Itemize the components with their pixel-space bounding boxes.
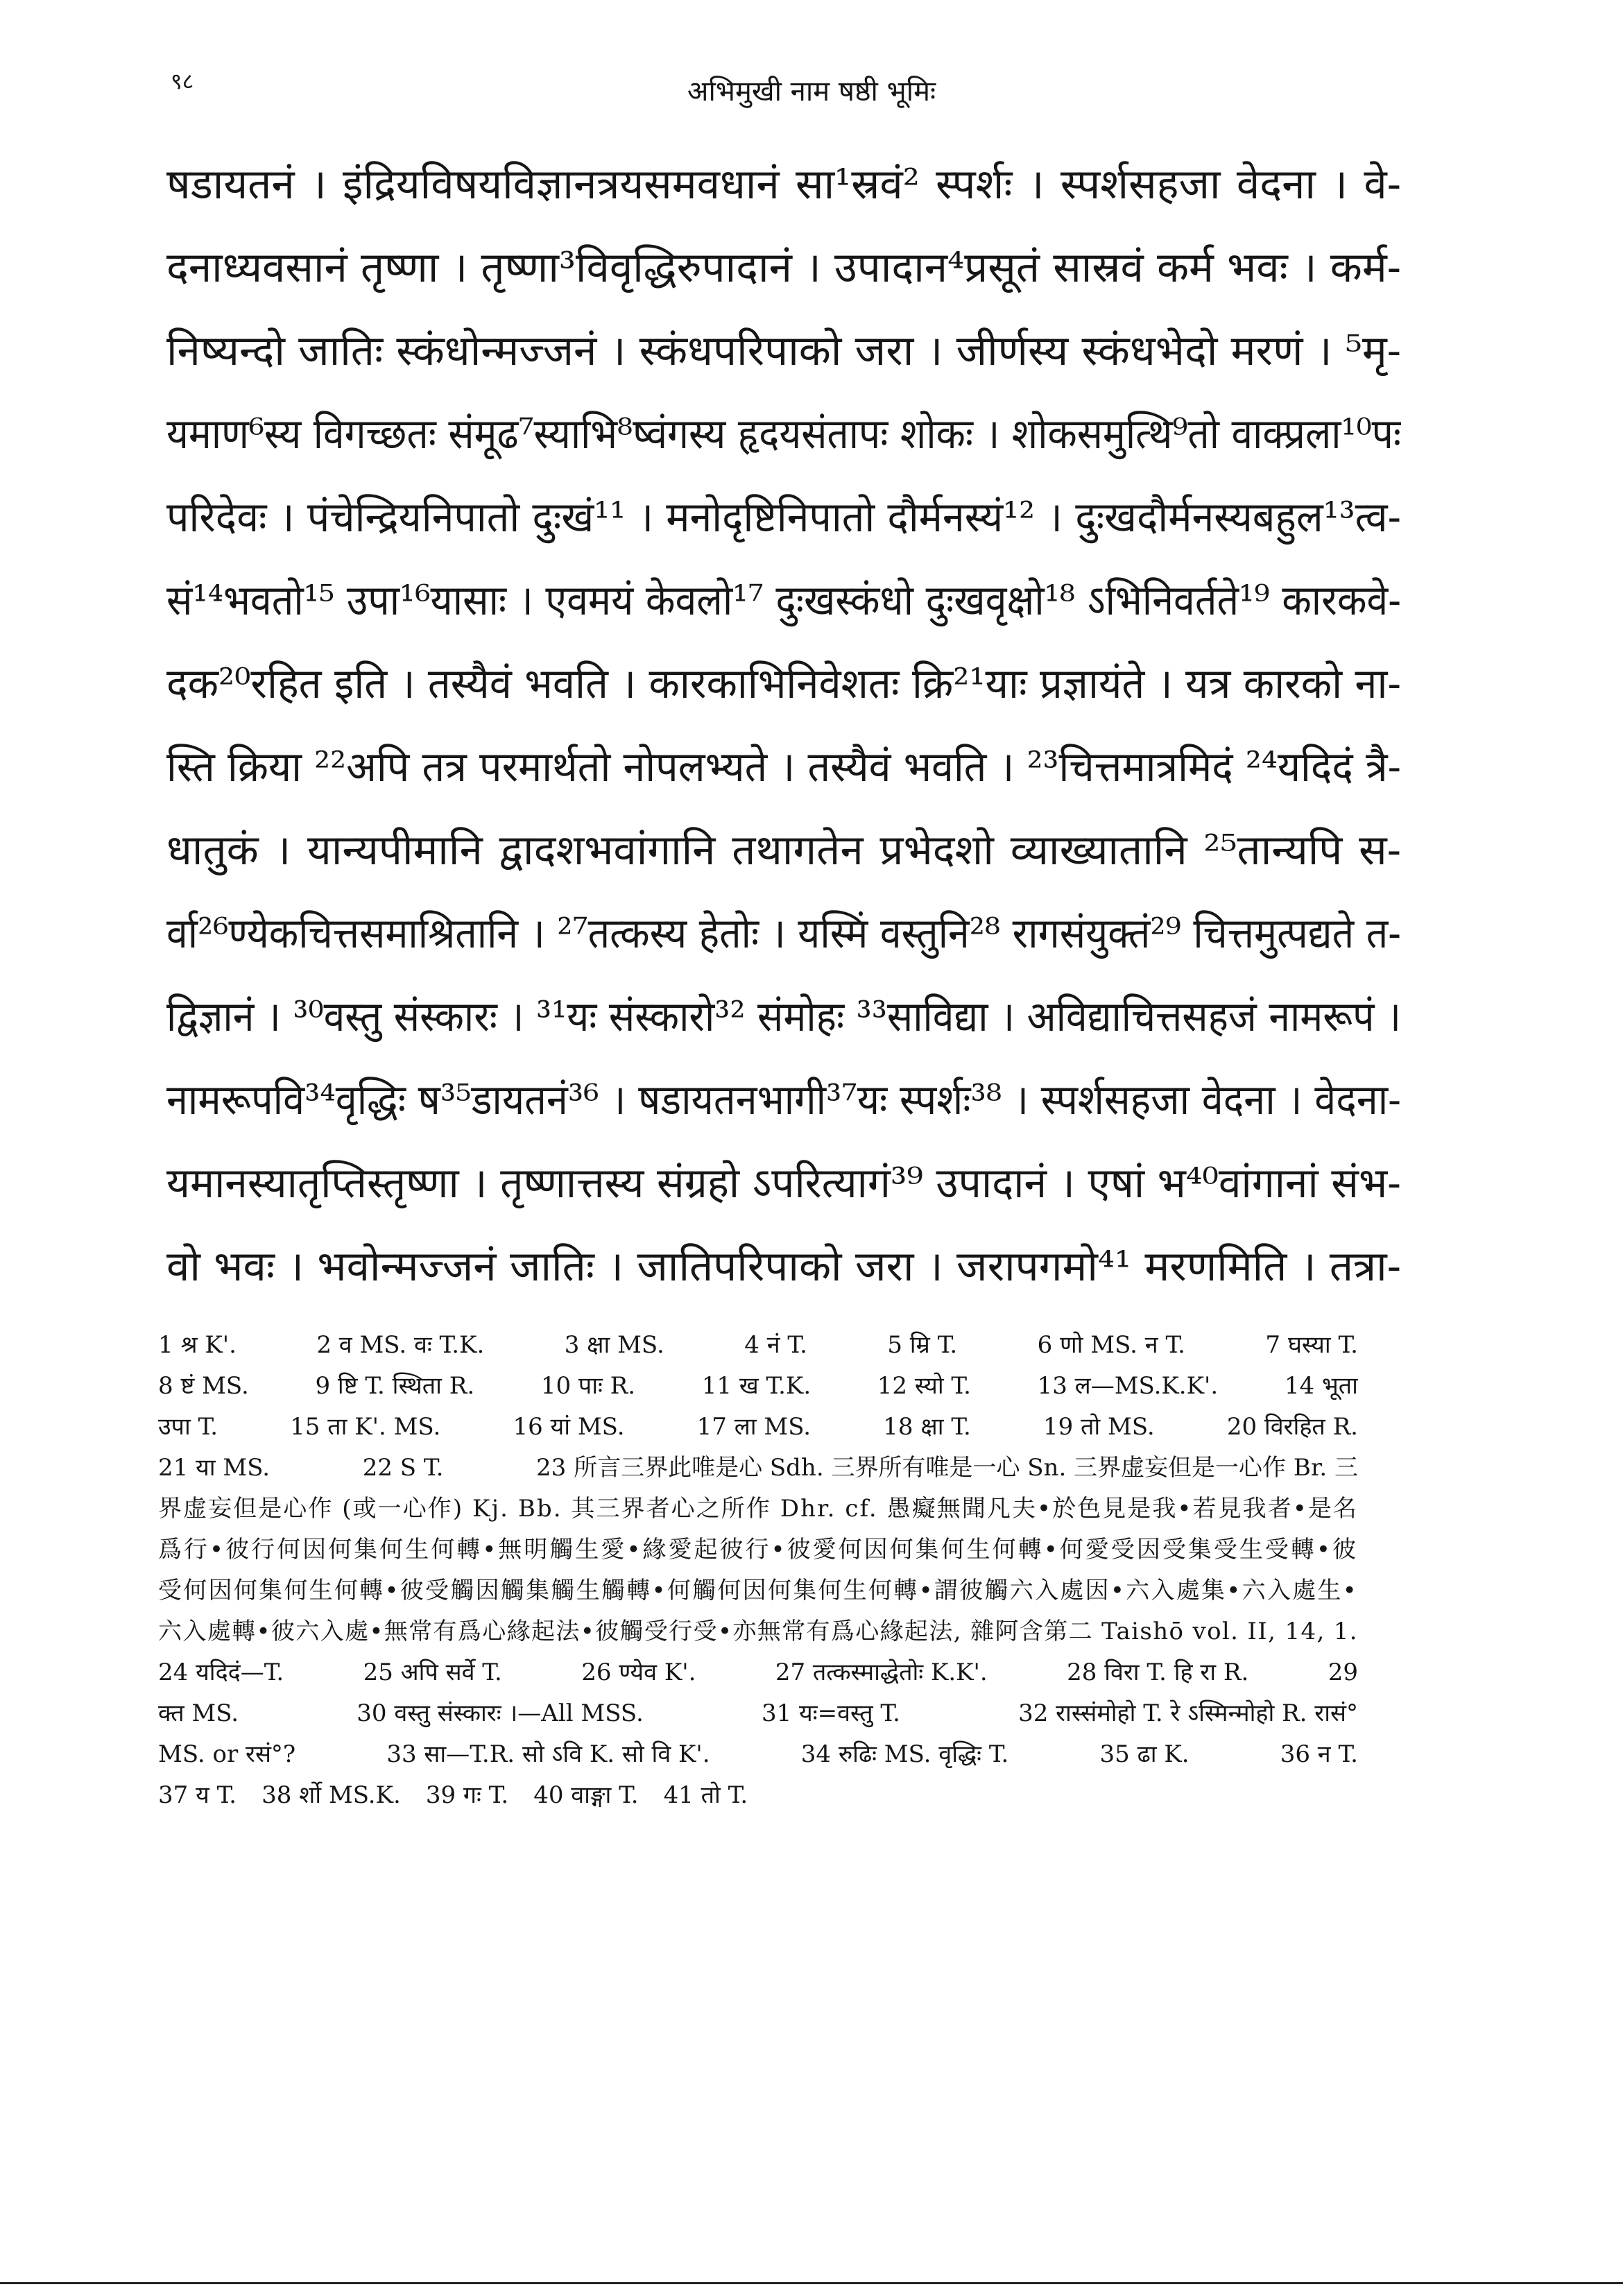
footnote-line-content <box>158 1734 1358 1775</box>
body-line-text: दनाध्यवसानं तृष्णा । तृष्णा³विवृद्धिरुपादानं । उपादान⁴प्रसूतं सास्रवं कर्म भवः । कर्म- <box>166 243 1401 292</box>
footnote-entry: 13 ल—MS.K.K'. <box>1037 1372 1219 1400</box>
footnote-entry: MS. or रसं°? <box>158 1740 296 1768</box>
footnote-entry: 20 विरहित R. <box>1226 1413 1358 1441</box>
footnote-entry: 41 तो T. <box>663 1781 748 1809</box>
footnote-line-content <box>158 1366 1358 1407</box>
footnote-line <box>158 1611 1358 1652</box>
footnote-line-content <box>158 1407 1358 1448</box>
body-line <box>166 559 1401 642</box>
footnote-line <box>158 1489 1358 1530</box>
body-line-text: परिदेवः । पंचेन्द्रियनिपातो दुःखं¹¹ । मनोदृष्टिनिपातो दौर्मनस्यं¹² । दुःखदौर्मनस्यबहुल¹³त्व- <box>166 493 1401 542</box>
footnote-entry: 23 所言三界此唯是心 Sdh. 三界所有唯是一心 Sn. 三界虚妄但是一心作 Br. 三 <box>536 1454 1358 1482</box>
main-text-block <box>166 143 1401 1308</box>
body-line <box>166 726 1401 809</box>
body-line-text: धातुकं । यान्यपीमानि द्वादशभवांगानि तथागतेन प्रभेदशो व्याख्यातानि ²⁵तान्यपि स- <box>166 826 1401 875</box>
footnote-line <box>158 1407 1358 1448</box>
footnote-entry: 30 वस्तु संस्कारः ।—All MSS. <box>357 1699 644 1727</box>
footnote-line-content <box>158 1570 1358 1611</box>
page-edge-line <box>0 2282 1623 2284</box>
body-line <box>166 809 1401 892</box>
footnote-entry: 5 म्रि T. <box>887 1331 958 1359</box>
body-line <box>166 476 1401 559</box>
footnote-entry: 6 णो MS. न T. <box>1037 1331 1185 1359</box>
footnote-entry: 11 ख T.K. <box>701 1372 812 1400</box>
footnote-entry: 35 ढा K. <box>1099 1740 1190 1768</box>
footnote-entry: 18 क्षा T. <box>883 1413 971 1441</box>
body-line <box>166 1142 1401 1225</box>
footnote-line-content <box>158 1611 1358 1652</box>
footnote-entry: 26 ण्येव K'. <box>581 1659 696 1686</box>
body-line-text: वो भवः । भवोन्मज्जनं जातिः । जातिपरिपाको जरा । जरापगमो⁴¹ मरणमिति । तत्रा- <box>166 1242 1401 1291</box>
footnote-entry: 37 य T. <box>158 1781 237 1809</box>
footnote-line-content <box>158 1652 1358 1693</box>
footnote-entry: 38 र्शो MS.K. <box>261 1781 401 1809</box>
footnote-entry: 16 यां MS. <box>513 1413 625 1441</box>
footnote-line <box>158 1693 1358 1734</box>
footnote-line-content <box>158 1489 1358 1530</box>
footnote-line <box>158 1366 1358 1407</box>
body-line <box>166 1059 1401 1142</box>
footnote-entry: 19 तो MS. <box>1042 1413 1155 1441</box>
body-line-text: सं¹⁴भवतो¹⁵ उपा¹⁶यासाः । एवमयं केवलो¹⁷ दुःखस्कंधो दुःखवृक्षो¹⁸ ऽभिनिवर्तते¹⁹ कारकवे- <box>166 576 1401 625</box>
footnote-line-content <box>158 1325 1358 1366</box>
footnote-entry: 爲行•彼行何因何集何生何轉•無明觸生愛•緣愛起彼行•彼愛何因何集何生何轉•何愛受因受集受生受轉•彼 <box>158 1536 1358 1563</box>
body-line <box>166 393 1401 476</box>
footnote-entry: 27 तत्कस्माद्धेतोः K.K'. <box>775 1659 988 1686</box>
footnote-entry: 24 यदिदं—T. <box>158 1659 284 1686</box>
footnote-line-content <box>158 1693 1358 1734</box>
footnote-entry: 36 न T. <box>1280 1740 1358 1768</box>
body-line <box>166 642 1401 726</box>
footnote-entry: 受何因何集何生何轉•彼受觸因觸集觸生觸轉•何觸何因何集何生何轉•謂彼觸六入處因•六入處集•六入處生• <box>158 1577 1358 1604</box>
page-number: ९८ <box>171 68 194 94</box>
body-line-text: निष्यन्दो जातिः स्कंधोन्मज्जनं । स्कंधपरिपाको जरा । जीर्णस्य स्कंधभेदो मरणं । ⁵मृ- <box>166 327 1401 375</box>
body-line <box>166 309 1401 393</box>
footnote-line <box>158 1325 1358 1366</box>
footnote-entry: 28 विरा T. हि रा R. <box>1067 1659 1249 1686</box>
footnote-line <box>158 1734 1358 1775</box>
footnote-entry: 32 रास्संमोहो T. रे ऽस्मिन्मोहो R. रासं° <box>1018 1699 1358 1727</box>
body-line-text: षडायतनं । इंद्रियविषयविज्ञानत्रयसमवधानं सा¹स्रवं² स्पर्शः । स्पर्शसहजा वेदना । वे- <box>166 160 1401 209</box>
footnote-entry: 33 सा—T.R. सो ऽवि K. सो वि K'. <box>386 1740 710 1768</box>
footnote-entry: 29 <box>1328 1659 1358 1686</box>
footnote-entry: 40 वाङ्गा T. <box>533 1781 639 1809</box>
footnote-entry: 4 नं T. <box>744 1331 807 1359</box>
body-line-text: द्विज्ञानं । ³⁰वस्तु संस्कारः । ³¹यः संस्कारो³² संमोहः ³³साविद्या । अविद्याचित्तसहजं नामरूपं । <box>166 993 1401 1041</box>
footnote-entry: 39 गः T. <box>425 1781 509 1809</box>
footnote-line-content <box>158 1530 1358 1570</box>
footnote-entry: क्त MS. <box>158 1699 239 1727</box>
footnote-entry: उपा T. <box>158 1413 218 1441</box>
body-line <box>166 892 1401 975</box>
body-line-text: नामरूपवि³⁴वृद्धिः ष³⁵डायतनं³⁶ । षडायतनभागी³⁷यः स्पर्शः³⁸ । स्पर्शसहजा वेदना । वेदना- <box>166 1076 1401 1124</box>
footnote-entry: 9 ष्टि T. स्थिता R. <box>315 1372 475 1400</box>
body-line-text: र्वा²⁶ण्येकचित्तसमाश्रितानि । ²⁷तत्कस्य हेतोः । यस्मिं वस्तुनि²⁸ रागसंयुक्तं²⁹ चित्तमुत्पद्यते त- <box>166 909 1401 958</box>
body-line-text: यमाण⁶स्य विगच्छतः संमूढ⁷स्याभि⁸ष्वंगस्य हृदयसंतापः शोकः । शोकसमुत्थि⁹तो वाक्प्रला¹⁰पः <box>166 410 1401 459</box>
footnote-line <box>158 1448 1358 1489</box>
footnote-entry: 21 या MS. <box>158 1454 270 1482</box>
footnote-line-content <box>158 1448 1358 1489</box>
footnote-line <box>158 1775 1358 1816</box>
footnote-entry: 2 व MS. वः T.K. <box>316 1331 485 1359</box>
footnote-entry: 7 घस्या T. <box>1265 1331 1358 1359</box>
footnotes-block <box>158 1325 1358 1816</box>
footnote-entry: 8 ष्टं MS. <box>158 1372 249 1400</box>
footnote-entry: 12 स्यो T. <box>877 1372 971 1400</box>
footnote-entry: 25 अपि सर्वे T. <box>363 1659 502 1686</box>
footnote-entry: 界虚妄但是心作 (或一心作) Kj. Bb. 其三界者心之所作 Dhr. cf. 愚癡無聞凡夫•於色見是我•若見我者•是名 <box>158 1495 1358 1523</box>
footnote-entry: 14 भूता <box>1284 1372 1358 1400</box>
footnote-line <box>158 1570 1358 1611</box>
footnote-entry: 六入處轉•彼六入處•無常有爲心緣起法•彼觸受行受•亦無常有爲心緣起法, 雜阿含第二 Taishō vol. II, 14, 1. <box>158 1618 1358 1645</box>
body-line <box>166 1225 1401 1308</box>
footnote-entry: 10 पाः R. <box>540 1372 636 1400</box>
footnote-entry: 31 यः=वस्तु T. <box>761 1699 900 1727</box>
body-line <box>166 226 1401 309</box>
footnote-entry: 1 श्र K'. <box>158 1331 237 1359</box>
footnote-entry: 34 रुढिः MS. वृद्धिः T. <box>800 1740 1009 1768</box>
body-line <box>166 143 1401 226</box>
footnote-entry: 22 S T. <box>362 1454 444 1482</box>
footnote-entry: 3 क्षा MS. <box>564 1331 664 1359</box>
footnote-line-content <box>158 1775 748 1816</box>
body-line-text: यमानस्यातृप्तिस्तृष्णा । तृष्णात्तस्य संग्रहो ऽपरित्यागं³⁹ उपादानं । एषां भ⁴⁰वांगानां संभ- <box>166 1159 1401 1208</box>
footnote-entry: 15 ता K'. MS. <box>290 1413 441 1441</box>
running-header: अभिमुखी नाम षष्ठी भूमिः <box>687 76 936 108</box>
body-line <box>166 975 1401 1059</box>
footnote-line <box>158 1530 1358 1570</box>
footnote-entry: 17 ला MS. <box>696 1413 812 1441</box>
footnote-line <box>158 1652 1358 1693</box>
body-line-text: स्ति क्रिया ²²अपि तत्र परमार्थतो नोपलभ्यते । तस्यैवं भवति । ²³चित्तमात्रमिदं ²⁴यदिदं त्रै- <box>166 743 1401 791</box>
body-line-text: दक²⁰रहित इति । तस्यैवं भवति । कारकाभिनिवेशतः क्रि²¹याः प्रज्ञायंते । यत्र कारको ना- <box>166 660 1401 708</box>
